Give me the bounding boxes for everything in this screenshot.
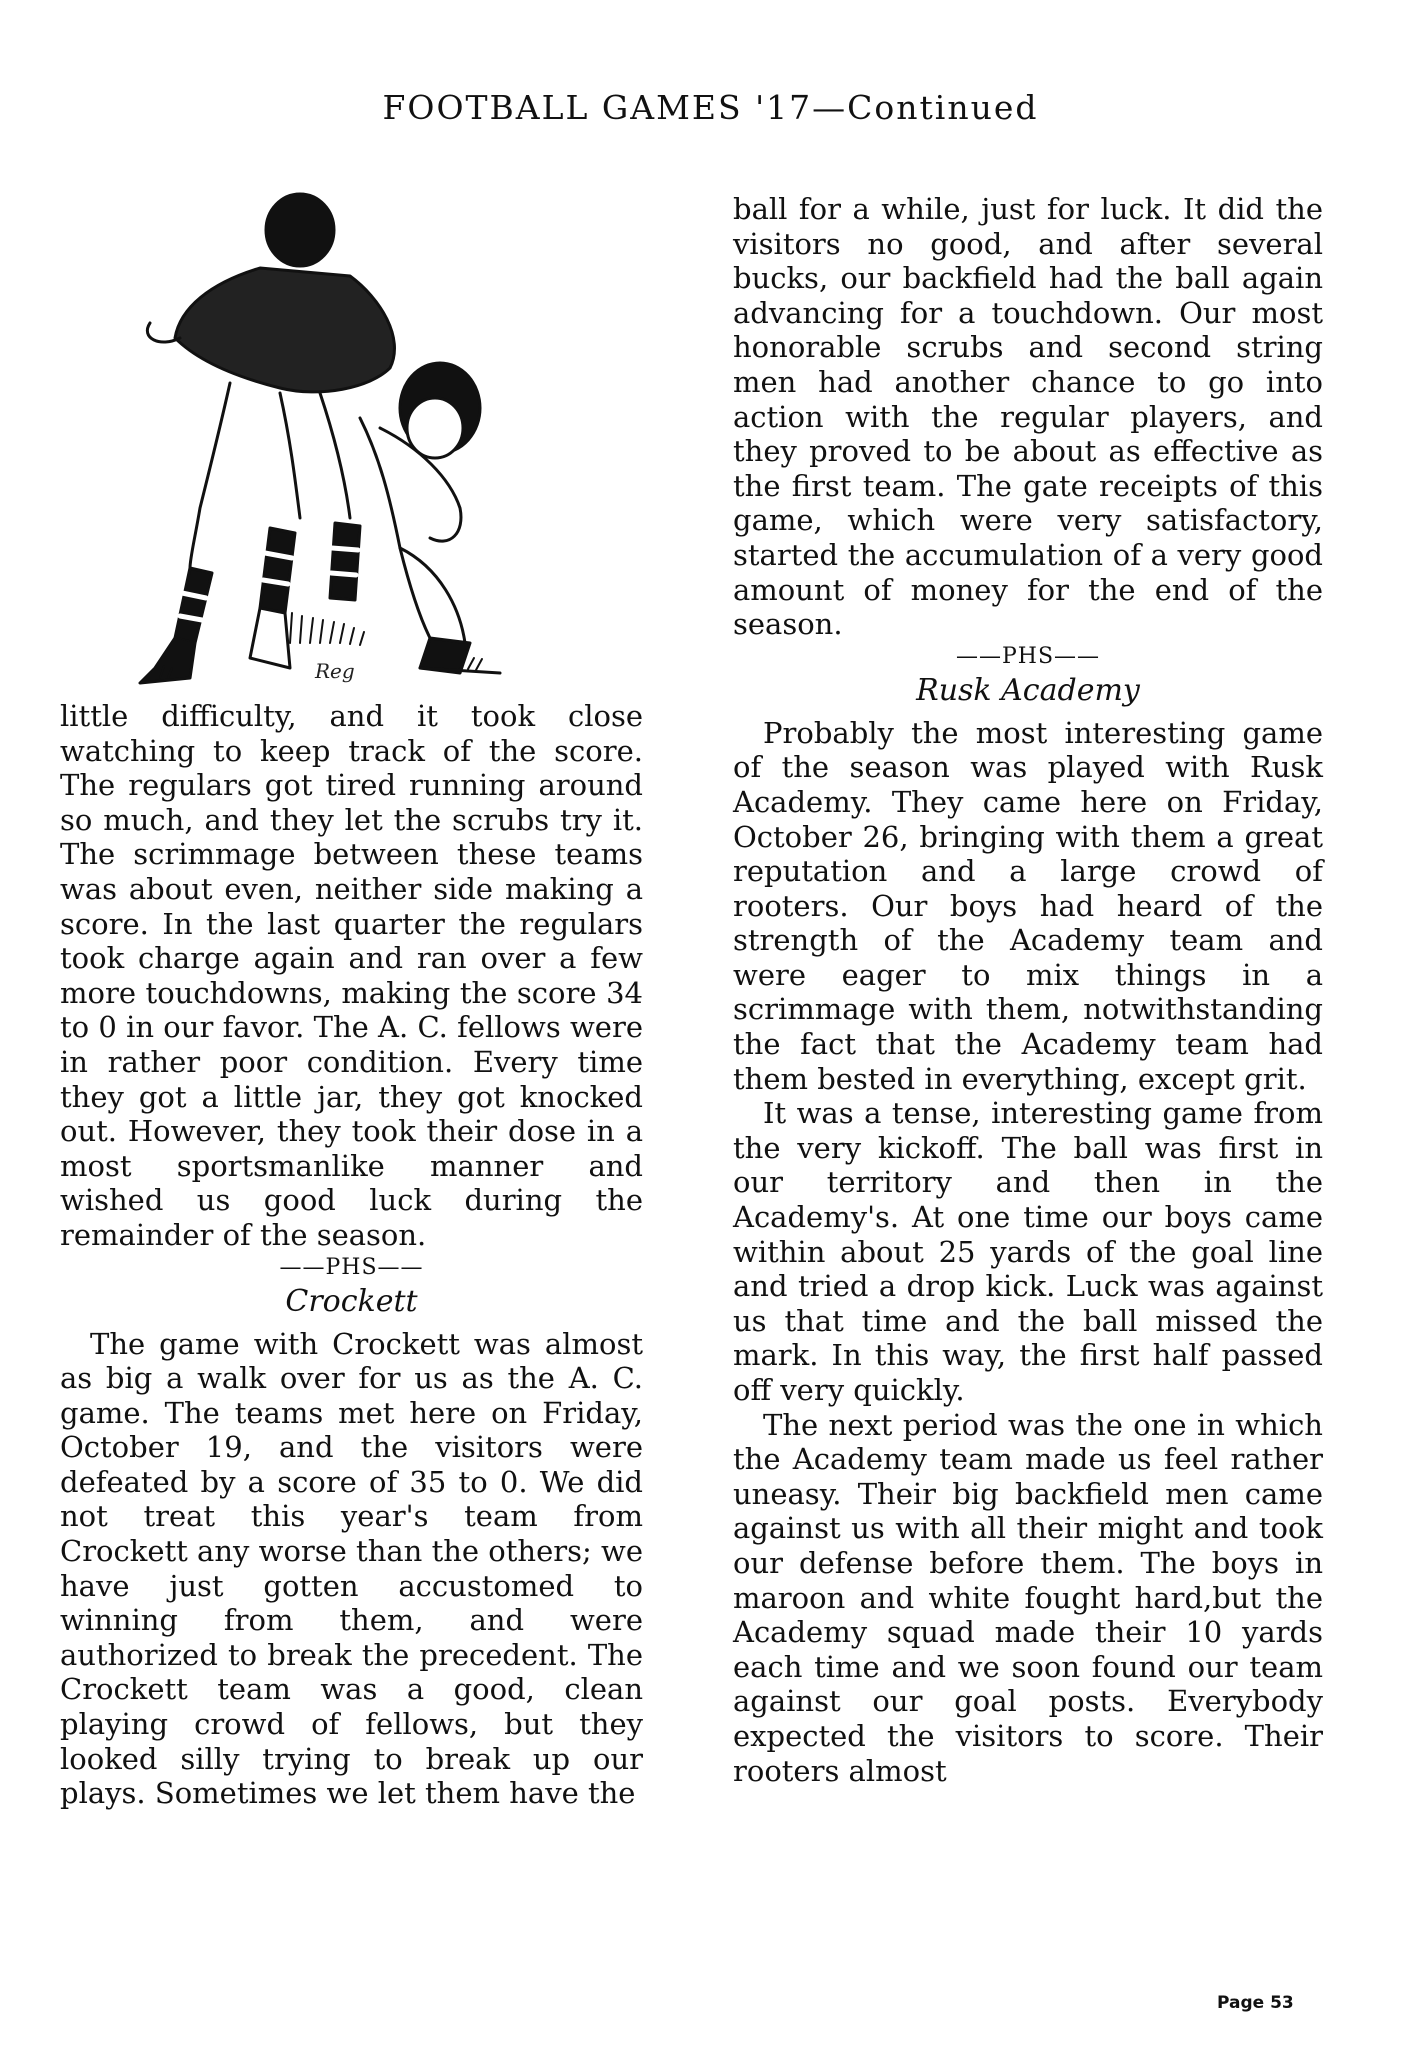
right-paragraph-3: It was a tense, interesting game from the very kickoff. The ball was first in our territory and then in the Academy's. At one time our boys came within about 25 yards of the goal line and tried a drop kick. Luck was against us that time and the ball missed the mark. In this way, the first half passed off very quickly. — [733, 1096, 1323, 1407]
left-column — [60, 188, 643, 1811]
left-paragraph-2: The game with Crockett was almost as big a walk over for us as the A. C. game. The teams met here on Friday, October 19, and the visitors were defeated by a score of 35 to 0. We did not treat this year's team from Crockett any worse than the others; we have just gotten accustomed to winning from them, and were authorized to break the precedent. The Crockett team was a good, clean playing crowd of fellows, but they looked silly trying to break up our plays. Sometimes we let them have the — [60, 1326, 643, 1811]
right-column — [733, 192, 1323, 1788]
page-title: FOOTBALL GAMES '17—Continued — [382, 88, 1039, 127]
right-paragraph-4: The next period was the one in which the Academy team made us feel rather uneasy. Their big backfield men came against us with all their might and took our defense before them. The boys in maroon and white fought hard,but the Academy squad made their 10 yards each time and we soon found our team against our goal posts. Everybody expected the visitors to score. Their rooters almost — [733, 1407, 1323, 1788]
football-players-tackle-illustration-icon — [120, 188, 530, 693]
subhead-rusk-academy: Rusk Academy — [916, 672, 1140, 708]
illustration-signature: Reg — [315, 659, 355, 683]
section-separator: ——PHS—— — [279, 1254, 424, 1280]
right-paragraph-1: ball for a while, just for luck. It did the visitors no good, and after several bucks, our backfield had the ball again advancing for a touchdown. Our most honorable scrubs and second string men had another chance to go into action with the regular players, and they proved to be about as effective as the first team. The gate receipts of this game, which were very satisfactory, started the accumulation of a very good amount of money for the end of the season. — [733, 192, 1323, 642]
section-separator: ——PHS—— — [955, 643, 1101, 669]
page-number: Page 53 — [1217, 1993, 1294, 2013]
left-paragraph-1: little difficulty, and it took close watching to keep track of the score. The regulars got tired running around so much, and they let the scrubs try it. The scrimmage between these teams was about even, neither side making a score. In the last quarter the regulars took charge again and ran over a few more touchdowns, making the score 34 to 0 in our favor. The A. C. fellows were in rather poor condition. Every time they got a little jar, they got knocked out. However, they took their dose in a most sportsmanlike manner and wished us good luck during the remainder of the season. — [60, 699, 643, 1252]
right-paragraph-2: Probably the most interesting game of the season was played with Rusk Academy. They came here on Friday, October 26, bringing with them a great reputation and a large crowd of rooters. Our boys had heard of the strength of the Academy team and were eager to mix things in a scrimmage with them, notwithstanding the fact that the Academy team had them bested in everything, except grit. — [733, 715, 1323, 1096]
subhead-crockett: Crockett — [285, 1283, 418, 1319]
